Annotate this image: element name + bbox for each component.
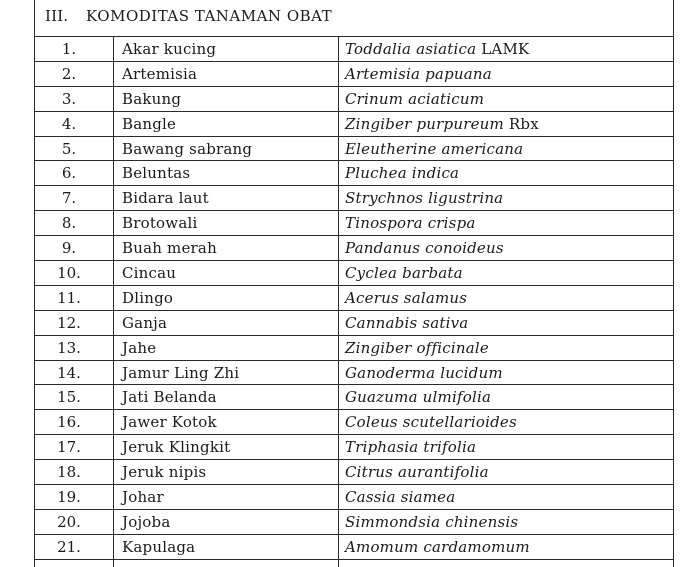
plant-common-name: Beluntas: [114, 161, 339, 186]
row-number: 4.: [35, 111, 114, 136]
table-row: [35, 385, 674, 410]
plant-scientific-name: [339, 261, 674, 286]
row-number: 3.: [35, 86, 114, 111]
scientific-name-text: Cassia siamea: [345, 487, 456, 506]
row-number: 13.: [35, 335, 114, 360]
scientific-name-text: Guazuma ulmifolia: [345, 388, 492, 407]
row-number: 5.: [35, 136, 114, 161]
plant-scientific-name: [339, 385, 674, 410]
plant-scientific-name: [339, 410, 674, 435]
table-row: [35, 236, 674, 261]
table-row: [35, 86, 674, 111]
scientific-name-text: Amomum cardamomum: [345, 537, 530, 556]
plant-common-name: Brotowali: [114, 211, 339, 236]
scientific-name-text: Coleus scutellarioides: [345, 413, 517, 432]
table-row: [35, 335, 674, 360]
plant-scientific-name: [339, 111, 674, 136]
table-row: [35, 37, 674, 62]
row-number: 9.: [35, 236, 114, 261]
row-number: 15.: [35, 385, 114, 410]
plant-scientific-name: [339, 186, 674, 211]
plant-common-name: Bangle: [114, 111, 339, 136]
plant-scientific-name: [339, 360, 674, 385]
plant-scientific-name: [339, 37, 674, 62]
plant-common-name: Artemisia: [114, 61, 339, 86]
plant-scientific-name: [339, 460, 674, 485]
table-row: [35, 310, 674, 335]
scientific-name-text: Eleutherine americana: [345, 139, 524, 158]
row-number: 11.: [35, 285, 114, 310]
plant-scientific-name: [339, 285, 674, 310]
plant-scientific-name: [339, 236, 674, 261]
author-abbreviation: Rbx: [503, 114, 539, 133]
plant-scientific-name: [339, 310, 674, 335]
plant-common-name: Akar kucing: [114, 37, 339, 62]
scientific-name-text: Zingiber officinale: [345, 338, 489, 357]
section-number: III.: [45, 7, 69, 25]
plant-common-name: Jawer Kotok: [114, 410, 339, 435]
plant-common-name: Bidara laut: [114, 186, 339, 211]
scientific-name-text: Zingiber purpureum: [345, 114, 504, 133]
scientific-name-text: Strychnos ligustrina: [345, 189, 504, 208]
table-row: [35, 410, 674, 435]
scientific-name-text: Crinum aciaticum: [345, 89, 485, 108]
scientific-name-text: Artemisia papuana: [345, 64, 492, 83]
plant-common-name: Jati Belanda: [114, 385, 339, 410]
table-row-partial: [35, 559, 674, 567]
table-row: [35, 136, 674, 161]
plant-scientific-name: [339, 211, 674, 236]
scientific-name-text: Citrus aurantifolia: [345, 463, 489, 482]
plant-scientific-name: [339, 161, 674, 186]
table-row: [35, 111, 674, 136]
table-row: [35, 360, 674, 385]
commodity-table-body: [35, 37, 674, 567]
plant-common-name: Buah merah: [114, 236, 339, 261]
row-number: 21.: [35, 534, 114, 559]
table-row: [35, 285, 674, 310]
plant-common-name: Dlingo: [114, 285, 339, 310]
table-row: [35, 435, 674, 460]
table-row: [35, 460, 674, 485]
row-number: 12.: [35, 310, 114, 335]
plant-scientific-name: [339, 435, 674, 460]
table-row: [35, 186, 674, 211]
plant-scientific-name: [339, 61, 674, 86]
plant-common-name: Bawang sabrang: [114, 136, 339, 161]
scientific-name-text: Acerus salamus: [345, 288, 468, 307]
row-number: 17.: [35, 435, 114, 460]
scientific-name-text: Simmondsia chinensis: [345, 512, 519, 531]
table-row: [35, 61, 674, 86]
section-header: [34, 0, 674, 36]
plant-common-name: Jahe: [114, 335, 339, 360]
table-row: [35, 485, 674, 510]
plant-common-name: Johar: [114, 485, 339, 510]
plant-scientific-name: [339, 534, 674, 559]
row-number: 16.: [35, 410, 114, 435]
plant-scientific-name: [339, 485, 674, 510]
table-row: [35, 509, 674, 534]
scientific-name-text: Pluchea indica: [345, 164, 460, 183]
scientific-name-text: Ganoderma lucidum: [345, 363, 503, 382]
plant-scientific-name: [339, 509, 674, 534]
row-number: 2.: [35, 61, 114, 86]
scientific-name-text: Triphasia trifolia: [345, 438, 477, 457]
table-row: [35, 211, 674, 236]
scientific-name-text: Toddalia asiatica: [345, 39, 477, 58]
plant-common-name: Kapulaga: [114, 534, 339, 559]
plant-common-name: Jojoba: [114, 509, 339, 534]
plant-scientific-name: [339, 136, 674, 161]
scientific-name-text: Cannabis sativa: [345, 313, 469, 332]
row-number: 8.: [35, 211, 114, 236]
row-number: 19.: [35, 485, 114, 510]
plant-common-name: Bakung: [114, 86, 339, 111]
row-number: 20.: [35, 509, 114, 534]
empty-cell: [35, 559, 114, 567]
author-abbreviation: LAMK: [476, 39, 530, 58]
plant-scientific-name: [339, 86, 674, 111]
plant-common-name: Jeruk nipis: [114, 460, 339, 485]
plant-scientific-name: [339, 335, 674, 360]
scientific-name-text: Tinospora crispa: [345, 214, 476, 233]
plant-common-name: Jamur Ling Zhi: [114, 360, 339, 385]
row-number: 1.: [35, 37, 114, 62]
plant-common-name: Ganja: [114, 310, 339, 335]
table-row: [35, 261, 674, 286]
table-row: [35, 161, 674, 186]
row-number: 6.: [35, 161, 114, 186]
empty-cell: [114, 559, 339, 567]
scientific-name-text: Pandanus conoideus: [345, 239, 504, 258]
commodity-table: [34, 36, 674, 567]
row-number: 18.: [35, 460, 114, 485]
scientific-name-text: Cyclea barbata: [345, 263, 463, 282]
table-row: [35, 534, 674, 559]
plant-common-name: Jeruk Klingkit: [114, 435, 339, 460]
row-number: 10.: [35, 261, 114, 286]
row-number: 14.: [35, 360, 114, 385]
section-title: KOMODITAS TANAMAN OBAT: [86, 7, 333, 25]
plant-common-name: Cincau: [114, 261, 339, 286]
empty-cell: [339, 559, 674, 567]
row-number: 7.: [35, 186, 114, 211]
